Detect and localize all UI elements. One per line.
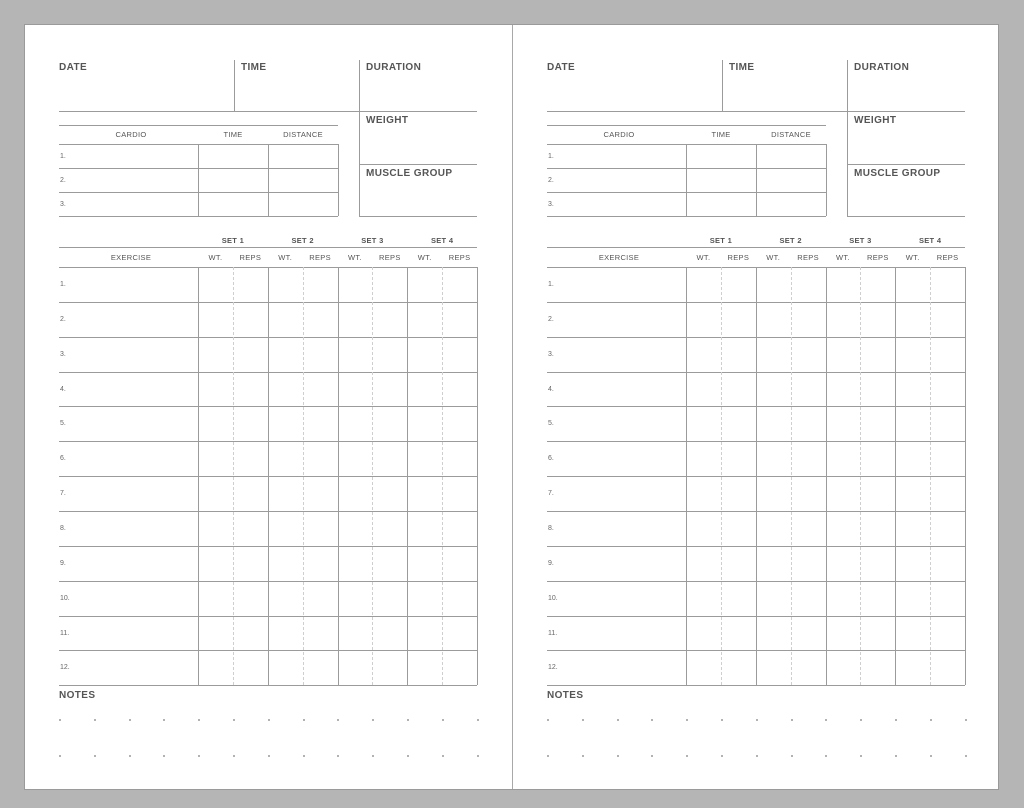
weight-column-header: WT. [208, 253, 223, 262]
notes-guide-dot [477, 755, 479, 757]
date-time-divider [722, 60, 723, 112]
notes-guide-dot [756, 719, 758, 721]
cardio-row-number: 1. [60, 153, 66, 160]
weight-column-header: WT. [696, 253, 711, 262]
exercise-row-number: 7. [548, 490, 554, 498]
muscle-group-label: MUSCLE GROUP [366, 168, 453, 179]
header-rule [547, 111, 965, 112]
cardio-row-number: 1. [548, 153, 554, 160]
exercise-row-number: 3. [60, 350, 66, 358]
header-right-divider [359, 60, 360, 217]
exercise-row-rule [547, 685, 965, 686]
set-column-line [198, 267, 199, 685]
notes-guide-dot [825, 755, 827, 757]
notes-guide-dot [651, 755, 653, 757]
time-label: TIME [729, 62, 755, 73]
reps-column-header: REPS [448, 253, 471, 262]
cardio-row-rule [59, 216, 338, 217]
cardio-top-rule [59, 125, 338, 126]
notes-label: NOTES [547, 690, 584, 701]
set-column-line [965, 267, 966, 685]
weight-rule [359, 164, 477, 165]
reps-column-header: REPS [309, 253, 331, 262]
cardio-time-header: TIME [223, 130, 243, 139]
notes-guide-dot [303, 755, 305, 757]
set-header-2: SET 2 [291, 236, 314, 245]
weight-label: WEIGHT [854, 115, 897, 126]
muscle-group-label: MUSCLE GROUP [854, 168, 941, 179]
exercise-row-number: 10. [548, 594, 558, 602]
cardio-column-line [686, 144, 687, 216]
cardio-row-number: 2. [60, 177, 66, 184]
exercise-row-number: 7. [60, 490, 66, 498]
exercise-row-number: 12. [548, 664, 558, 672]
weight-column-header: WT. [417, 253, 432, 262]
cardio-distance-header: DISTANCE [771, 130, 811, 139]
reps-column-header: REPS [867, 253, 889, 262]
exercise-row-number: 6. [60, 455, 66, 463]
notes-guide-dot [303, 719, 305, 721]
exercise-row-number: 12. [60, 664, 70, 672]
exercise-row-number: 3. [548, 350, 554, 358]
exercise-row-number: 10. [60, 594, 70, 602]
set-column-line [268, 267, 269, 685]
exercise-row-rule [59, 685, 477, 686]
reps-divider [303, 267, 304, 685]
cardio-distance-header: DISTANCE [283, 130, 323, 139]
weight-column-header: WT. [766, 253, 781, 262]
weight-column-header: WT. [348, 253, 362, 262]
notes-guide-dot [407, 719, 409, 721]
set-header-2: SET 2 [779, 236, 802, 245]
cardio-column-line [826, 144, 827, 216]
notes-guide-dot [860, 755, 862, 757]
planner-sheet [24, 24, 999, 790]
exercise-row-number: 8. [548, 524, 554, 532]
set-column-line [477, 267, 478, 685]
header-right-divider [847, 60, 848, 217]
notes-guide-dot [791, 719, 793, 721]
set-column-line [407, 267, 408, 685]
reps-column-header: REPS [379, 253, 401, 262]
weight-label: WEIGHT [366, 115, 409, 126]
set-column-line [338, 267, 339, 685]
exercise-row-number: 2. [60, 315, 66, 323]
notes-guide-dot [163, 719, 165, 721]
cardio-header: CARDIO [603, 130, 635, 139]
notes-guide-dot [442, 755, 444, 757]
reps-column-header: REPS [239, 253, 262, 262]
notes-guide-dot [337, 719, 339, 721]
notes-guide-dot [94, 719, 96, 721]
exercise-row-number: 1. [548, 281, 554, 288]
exercise-row-number: 1. [60, 281, 66, 288]
date-time-divider [234, 60, 235, 112]
weight-column-header: WT. [905, 253, 920, 262]
muscle-group-rule [359, 216, 477, 217]
exercise-row-number: 4. [548, 385, 554, 393]
notes-guide-dot [860, 719, 862, 721]
exercise-header: EXERCISE [598, 253, 640, 262]
notes-guide-dot [895, 719, 897, 721]
muscle-group-rule [847, 216, 965, 217]
exercise-header: EXERCISE [110, 253, 152, 262]
sets-header-rule [59, 247, 477, 248]
notes-guide-dot [94, 755, 96, 757]
notes-guide-dot [721, 755, 723, 757]
exercise-row-number: 5. [548, 420, 554, 428]
set-header-1: SET 1 [221, 236, 245, 245]
notes-guide-dot [930, 755, 932, 757]
notes-guide-dot [617, 755, 619, 757]
exercise-row-number: 2. [548, 315, 554, 323]
cardio-column-line [338, 144, 339, 216]
notes-guide-dot [442, 719, 444, 721]
exercise-row-number: 11. [548, 629, 558, 637]
notes-guide-dot [965, 719, 967, 721]
notes-guide-dot [651, 719, 653, 721]
notes-guide-dot [198, 719, 200, 721]
cardio-column-line [198, 144, 199, 216]
reps-divider [721, 267, 722, 685]
reps-divider [930, 267, 931, 685]
cardio-column-line [756, 144, 757, 216]
notes-guide-dot [163, 755, 165, 757]
notes-guide-dot [791, 755, 793, 757]
duration-label: DURATION [366, 62, 422, 73]
notes-guide-dot [686, 755, 688, 757]
set-column-line [895, 267, 896, 685]
duration-label: DURATION [854, 62, 910, 73]
reps-divider [442, 267, 443, 685]
reps-column-header: REPS [727, 253, 750, 262]
cardio-row-number: 3. [548, 201, 554, 208]
set-column-line [826, 267, 827, 685]
notes-guide-dot [129, 719, 131, 721]
notes-guide-dot [233, 719, 235, 721]
time-label: TIME [241, 62, 267, 73]
notes-guide-dot [372, 719, 374, 721]
reps-column-header: REPS [936, 253, 959, 262]
reps-divider [233, 267, 234, 685]
date-label: DATE [547, 62, 576, 73]
notes-guide-dot [582, 755, 584, 757]
notes-guide-dot [233, 755, 235, 757]
notes-guide-dot [965, 755, 967, 757]
exercise-row-number: 4. [60, 385, 66, 393]
cardio-time-header: TIME [711, 130, 731, 139]
set-header-4: SET 4 [430, 236, 454, 245]
cardio-row-number: 3. [60, 201, 66, 208]
notes-guide-dot [582, 719, 584, 721]
notes-guide-dot [59, 719, 61, 721]
notes-guide-dot [407, 755, 409, 757]
notes-guide-dot [547, 755, 549, 757]
notes-guide-dot [268, 755, 270, 757]
reps-divider [372, 267, 373, 685]
notes-guide-dot [825, 719, 827, 721]
notes-guide-dot [268, 719, 270, 721]
set-header-3: SET 3 [849, 236, 872, 245]
cardio-row-number: 2. [548, 177, 554, 184]
cardio-top-rule [547, 125, 826, 126]
notes-guide-dot [895, 755, 897, 757]
exercise-row-number: 8. [60, 524, 66, 532]
notes-label: NOTES [59, 690, 96, 701]
notes-guide-dot [617, 719, 619, 721]
sets-header-rule [547, 247, 965, 248]
weight-column-header: WT. [278, 253, 293, 262]
notes-guide-dot [129, 755, 131, 757]
notes-guide-dot [477, 719, 479, 721]
set-header-4: SET 4 [918, 236, 942, 245]
notes-guide-dot [756, 755, 758, 757]
cardio-row-rule [547, 216, 826, 217]
notes-guide-dot [547, 719, 549, 721]
header-rule [59, 111, 477, 112]
reps-column-header: REPS [797, 253, 819, 262]
notes-guide-dot [337, 755, 339, 757]
notes-guide-dot [198, 755, 200, 757]
reps-divider [791, 267, 792, 685]
left-page [25, 25, 512, 789]
weight-column-header: WT. [836, 253, 850, 262]
date-label: DATE [59, 62, 88, 73]
reps-divider [860, 267, 861, 685]
weight-rule [847, 164, 965, 165]
cardio-header: CARDIO [115, 130, 147, 139]
right-page [513, 25, 1000, 789]
notes-guide-dot [59, 755, 61, 757]
set-header-1: SET 1 [709, 236, 733, 245]
set-column-line [756, 267, 757, 685]
set-header-3: SET 3 [361, 236, 384, 245]
notes-guide-dot [686, 719, 688, 721]
exercise-row-number: 9. [60, 559, 66, 567]
set-column-line [686, 267, 687, 685]
exercise-row-number: 5. [60, 420, 66, 428]
notes-guide-dot [721, 719, 723, 721]
exercise-row-number: 6. [548, 455, 554, 463]
exercise-row-number: 9. [548, 559, 554, 567]
notes-guide-dot [930, 719, 932, 721]
exercise-row-number: 11. [60, 629, 70, 637]
cardio-column-line [268, 144, 269, 216]
notes-guide-dot [372, 755, 374, 757]
